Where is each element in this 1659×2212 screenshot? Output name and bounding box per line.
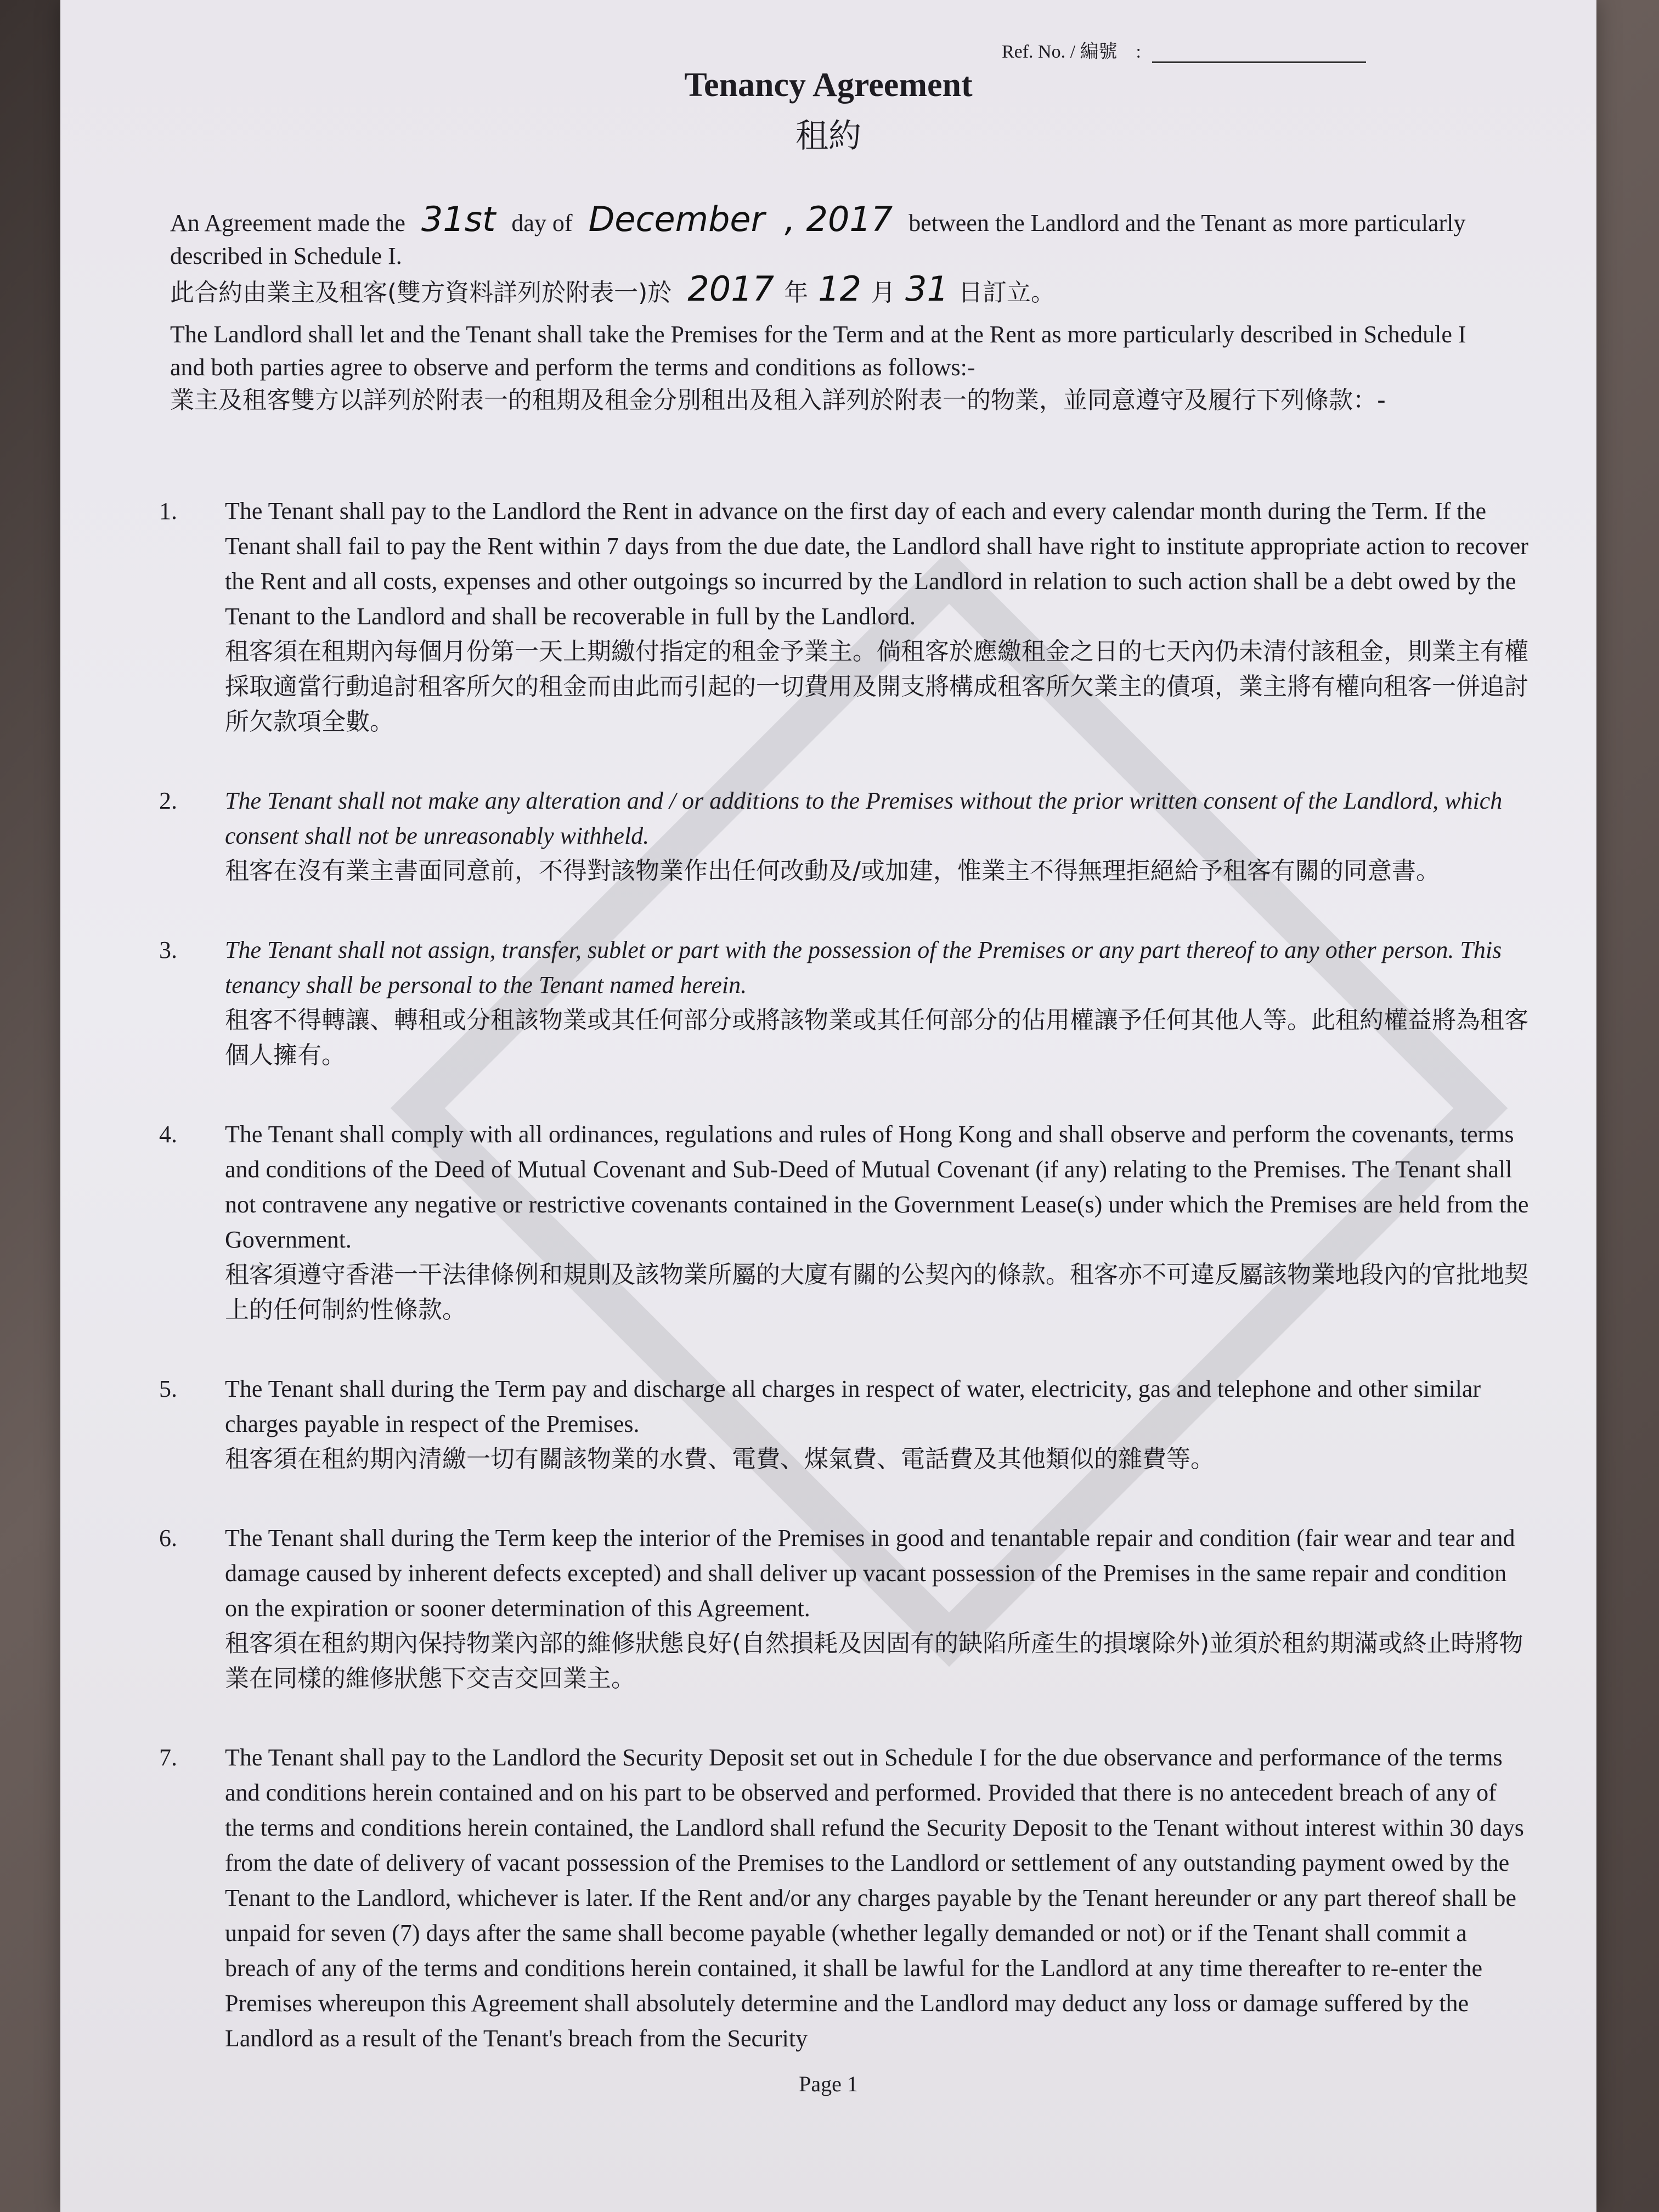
clause-number: 1. — [159, 498, 177, 524]
clause-chinese: 租客須在租約期內清繳一切有關該物業的水費、電費、煤氣費、電話費及其他類似的雜費等。 — [225, 1445, 1215, 1473]
zh-day-label: 日訂立。 — [958, 279, 1055, 307]
clause-number: 3. — [159, 936, 177, 963]
clause-chinese: 租客在沒有業主書面同意前，不得對該物業作出任何改動及/或加建，惟業主不得無理拒絕給予租客有關的同意書。 — [225, 857, 1440, 885]
clause-5 — [159, 1372, 1531, 1477]
clause-chinese: 租客須遵守香港一干法律條例和規則及該物業所屬的大廈有關的公契內的條款。租客亦不可違反屬該物業地段內的官批地契上的任何制約性條款。 — [225, 1261, 1528, 1324]
agreement-date-paragraph — [170, 199, 1476, 309]
zh-year-label: 年 — [784, 279, 809, 307]
clause-3 — [159, 933, 1531, 1073]
terms-preamble — [170, 318, 1476, 417]
clause-chinese: 租客不得轉讓、轉租或分租該物業或其任何部分或將該物業或其任何部分的佔用權讓予任何其他人等。此租約權益將為租客個人擁有。 — [225, 1006, 1528, 1069]
clause-1 — [159, 494, 1531, 740]
clause-english: The Tenant shall pay to the Landlord the Security Deposit set out in Schedule I for the due observance and performance of the terms and conditions herein contained and on his part to be observed and performed. Provided that there is no antecedent breach of any of the terms and conditions herein contained, the Landlord shall refund the Security Deposit to the Tenant without interest within 30 days from the date of delivery of vacant possession of the Premises to the Landlord or settlement of any outstanding payment owed by the Tenant to the Landlord, whichever is later. If the Rent and/or any charges payable by the Tenant hereunder or any part thereof shall be unpaid for seven (7) days after the same shall become payable (whether legally demanded or not) or if the Tenant shall commit a breach of any of the terms and conditions herein contained, it shall be lawful for the Landlord at any time thereafter to re-enter the Premises whereupon this Agreement shall absolutely determine and the Landlord may deduct any loss or damage suffered by the Landlord as a result of the Tenant's breach from the Security — [225, 1744, 1524, 2052]
clause-chinese: 租客須在租約期內保持物業內部的維修狀態良好(自然損耗及因固有的缺陷所產生的損壞除外)並須於租約期滿或終止時將物業在同樣的維修狀態下交吉交回業主。 — [225, 1629, 1523, 1692]
clause-number: 7. — [159, 1744, 177, 1771]
intro-zh-text: 此合約由業主及租客(雙方資料詳列於附表一)於 — [170, 279, 672, 307]
intro-text-a: An Agreement made the — [170, 210, 405, 236]
clause-number: 5. — [159, 1375, 177, 1402]
clause-7 — [159, 1740, 1531, 2056]
document-page — [60, 0, 1596, 2212]
ref-number — [1002, 36, 1366, 63]
handwritten-zh-year: 2017 — [687, 269, 775, 309]
clause-6 — [159, 1521, 1531, 1696]
intro-text-b: day of — [511, 210, 573, 236]
clause-number: 2. — [159, 787, 177, 814]
clause-list — [159, 494, 1531, 2100]
intro-text-c: between the Landlord and the Tenant as more particularly described in Schedule I. — [170, 210, 1466, 269]
handwritten-day: 31st — [421, 199, 496, 239]
zh-month-label: 月 — [871, 279, 896, 307]
preamble-chinese: 業主及租客雙方以詳列於附表一的租期及租金分別租出及租入詳列於附表一的物業，並同意遵守及履行下列條款：- — [170, 386, 1386, 414]
preamble-english: The Landlord shall let and the Tenant shall take the Premises for the Term and at the Rent as more particularly described in Schedule I and both parties agree to observe and perform the terms and conditions as follows:- — [170, 321, 1466, 381]
clause-english: The Tenant shall not make any alteration and / or additions to the Premises without the prior written consent of the Landlord, which consent shall not be unreasonably withheld. — [225, 787, 1503, 849]
clause-english: The Tenant shall not assign, transfer, sublet or part with the possession of the Premises or any part thereof to any other person. This tenancy shall be personal to the Tenant named herein. — [225, 936, 1502, 998]
clause-number: 6. — [159, 1525, 177, 1551]
clause-2 — [159, 783, 1531, 889]
clause-4 — [159, 1117, 1531, 1328]
clause-english: The Tenant shall comply with all ordinances, regulations and rules of Hong Kong and shall observe and perform the covenants, terms and conditions of the Deed of Mutual Covenant and Sub-Deed of Mutual Covenant (if any) relating to the Premises. The Tenant shall not contravene any negative or restrictive covenants contained in the Government Lease(s) under which the Premises are held from the Government. — [225, 1121, 1529, 1253]
clause-chinese: 租客須在租期內每個月份第一天上期繳付指定的租金予業主。倘租客於應繳租金之日的七天內仍未清付該租金，則業主有權採取適當行動追討租客所欠的租金而由此而引起的一切費用及開支將構成租客所欠業主的債項，業主將有權向租客一併追討所欠款項全數。 — [225, 637, 1528, 736]
page-number: Page 1 — [799, 2072, 858, 2096]
ref-label: Ref. No. / 編號 : — [1001, 42, 1141, 62]
clause-english: The Tenant shall during the Term pay and discharge all charges in respect of water, electricity, gas and telephone and other similar charges payable in respect of the Premises. — [225, 1375, 1481, 1437]
ref-blank-line — [1152, 61, 1366, 63]
clause-english: The Tenant shall during the Term keep the interior of the Premises in good and tenantable repair and condition (fair wear and tear and damage caused by inherent defects excepted) and shall deliver up vacant possession of the Premises in the same repair and condition on the expiration or sooner determination of this Agreement. — [225, 1525, 1515, 1622]
handwritten-month: December — [588, 199, 765, 239]
title-english: Tenancy Agreement — [684, 66, 973, 104]
clause-number: 4. — [159, 1121, 177, 1148]
handwritten-zh-month: 12 — [818, 269, 862, 309]
clause-english: The Tenant shall pay to the Landlord the Rent in advance on the first day of each and every calendar month during the Term. If the Tenant shall fail to pay the Rent within 7 days from the due date, the Landlord shall have right to institute appropriate action to recover the Rent and all costs, expenses and other outgoings so incurred by the Landlord in relation to such action shall be a debt owed by the Tenant to the Landlord and shall be recoverable in full by the Landlord. — [225, 498, 1528, 630]
title-chinese: 租約 — [795, 117, 861, 155]
handwritten-zh-day: 31 — [905, 269, 949, 309]
handwritten-year: , 2017 — [785, 199, 893, 239]
